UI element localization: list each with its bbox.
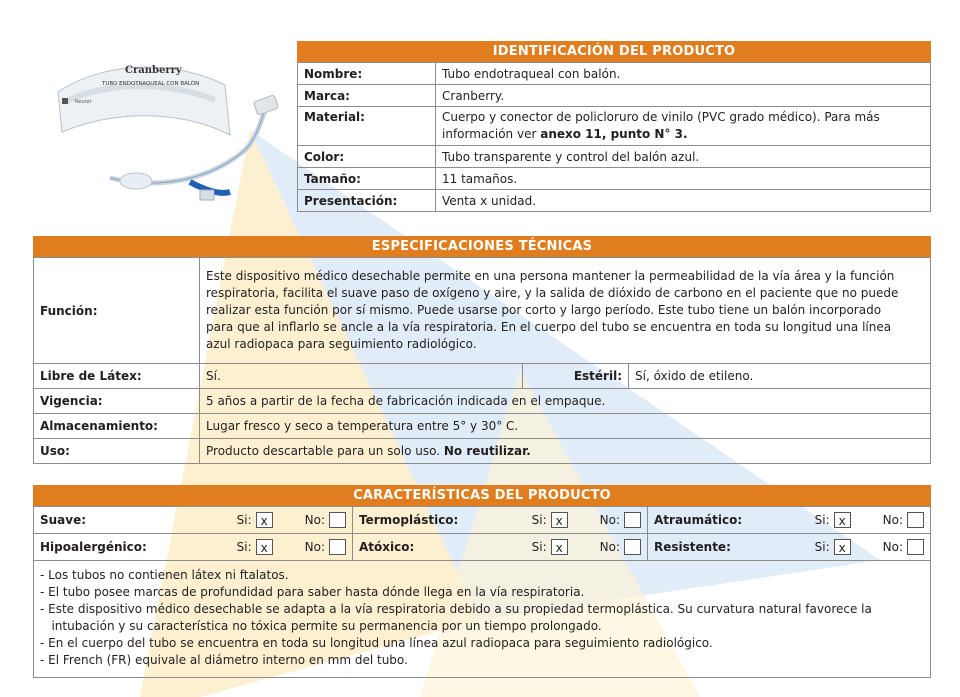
- table-row: [298, 146, 931, 168]
- almacenamiento-value: Lugar fresco y seco a temperatura entre 5° y 30° C.: [200, 414, 931, 439]
- funcion-line: Este dispositivo médico desechable permite en una persona mantener la permeabilidad de la vía área y la función: [206, 269, 895, 283]
- atoxico-si-checkbox[interactable]: x: [551, 539, 568, 555]
- uso-bold: No reutilizar.: [443, 444, 531, 458]
- no-label: No:: [599, 513, 620, 527]
- table-row: [34, 258, 931, 364]
- funcion-line: realizar esta función por sí mismo. Puede usarse por corto y largo período. Este tubo tiene un balón incorporado: [206, 303, 882, 317]
- note-line: - El tubo posee marcas de profundidad para saber hasta dónde llega en la vía respiratoria.: [40, 585, 585, 599]
- table-row: [34, 414, 931, 439]
- char-resistente: [648, 534, 931, 561]
- almacenamiento-label: Almacenamiento:: [34, 414, 200, 439]
- funcion-line: respiratoria, facilita el suave paso de oxígeno y aire, y la salida de dióxido de carbono en el paciente que no puede: [206, 286, 899, 300]
- package-brand: Cranberry: [125, 65, 182, 76]
- nombre-label: Nombre:: [298, 63, 436, 85]
- marca-value: Cranberry.: [436, 85, 931, 107]
- caracteristicas-notes: [33, 561, 931, 678]
- atoxico-label: Atóxico:: [359, 540, 415, 554]
- funcion-value: [200, 258, 931, 364]
- uso-text: Producto descartable para un solo uso.: [206, 444, 441, 458]
- funcion-line: para que al inflarlo se ancle a la vía respiratoria. En el cuerpo del tubo se encuentra en toda su longitud una línea: [206, 320, 892, 334]
- char-termoplastico: [353, 507, 648, 534]
- product-image: [40, 40, 290, 220]
- color-label: Color:: [298, 146, 436, 168]
- esteril-value: Sí, óxido de etileno.: [629, 364, 931, 389]
- char-atoxico: [353, 534, 648, 561]
- note-line: intubación y su característica no tóxica permite su permanencia por un tiempo prolongado.: [40, 619, 602, 633]
- table-row: [34, 507, 931, 534]
- funcion-line: azul radiopaca para seguimiento radiológico.: [206, 337, 477, 351]
- especificaciones-table: [33, 257, 931, 464]
- material-value: [436, 107, 931, 146]
- table-row: [298, 85, 931, 107]
- termoplastico-si-checkbox[interactable]: x: [551, 512, 568, 528]
- note-line: - Los tubos no contienen látex ni ftalatos.: [40, 568, 289, 582]
- identificacion-header: IDENTIFICACIÓN DEL PRODUCTO: [297, 41, 931, 62]
- termoplastico-label: Termoplástico:: [359, 513, 459, 527]
- tamano-label: Tamaño:: [298, 168, 436, 190]
- identificacion-table: [297, 62, 931, 212]
- no-label: No:: [882, 540, 903, 554]
- atraumatico-si-checkbox[interactable]: x: [834, 512, 851, 528]
- table-row: [34, 389, 931, 414]
- identificacion-section: [297, 41, 931, 212]
- note-line: - El French (FR) equivale al diámetro interno en mm del tubo.: [40, 653, 408, 667]
- atoxico-no-checkbox[interactable]: [624, 539, 641, 555]
- suave-no-checkbox[interactable]: [329, 512, 346, 528]
- especificaciones-header: ESPECIFICACIONES TÉCNICAS: [33, 236, 931, 257]
- suave-label: Suave:: [40, 513, 87, 527]
- atraumatico-label: Atraumático:: [654, 513, 743, 527]
- especificaciones-section: [33, 236, 931, 464]
- table-row: [298, 63, 931, 85]
- char-hipoalergenico: [34, 534, 353, 561]
- hipoalergenico-si-checkbox[interactable]: x: [256, 539, 273, 555]
- si-label: Si:: [531, 513, 547, 527]
- no-label: No:: [304, 540, 325, 554]
- table-row: [298, 190, 931, 212]
- note-line: - Este dispositivo médico desechable se adapta a la vía respiratoria debido a su propiedad termoplástica. Su curvatura natural favorece la: [40, 602, 872, 616]
- hipoalergenico-no-checkbox[interactable]: [329, 539, 346, 555]
- material-text: Cuerpo y conector de policloruro de vinilo (PVC grado médico). Para más información ver: [442, 110, 880, 141]
- table-row: [298, 107, 931, 146]
- si-label: Si:: [814, 540, 830, 554]
- table-row: [34, 534, 931, 561]
- resistente-label: Resistente:: [654, 540, 731, 554]
- hipoalergenico-label: Hipoalergénico:: [40, 540, 147, 554]
- latex-label: Libre de Látex:: [34, 364, 200, 389]
- resistente-no-checkbox[interactable]: [907, 539, 924, 555]
- uso-label: Uso:: [34, 439, 200, 464]
- si-label: Si:: [236, 513, 252, 527]
- uso-value: [200, 439, 931, 464]
- package-logo: Reuter: [75, 99, 92, 105]
- resistente-si-checkbox[interactable]: x: [834, 539, 851, 555]
- si-label: Si:: [814, 513, 830, 527]
- tamano-value: 11 tamaños.: [436, 168, 931, 190]
- no-label: No:: [599, 540, 620, 554]
- material-anexo: anexo 11, punto N° 3.: [540, 127, 688, 141]
- latex-value: Sí.: [200, 364, 523, 389]
- presentacion-value: Venta x unidad.: [436, 190, 931, 212]
- esteril-label: Estéril:: [523, 364, 629, 389]
- si-label: Si:: [531, 540, 547, 554]
- no-label: No:: [882, 513, 903, 527]
- color-value: Tubo transparente y control del balón azul.: [436, 146, 931, 168]
- atraumatico-no-checkbox[interactable]: [907, 512, 924, 528]
- table-row: [34, 364, 931, 389]
- char-suave: [34, 507, 353, 534]
- nombre-value: Tubo endotraqueal con balón.: [436, 63, 931, 85]
- termoplastico-no-checkbox[interactable]: [624, 512, 641, 528]
- table-row: [298, 168, 931, 190]
- presentacion-label: Presentación:: [298, 190, 436, 212]
- char-atraumatico: [648, 507, 931, 534]
- funcion-label: Función:: [34, 258, 200, 364]
- vigencia-value: 5 años a partir de la fecha de fabricación indicada en el empaque.: [200, 389, 931, 414]
- no-label: No:: [304, 513, 325, 527]
- marca-label: Marca:: [298, 85, 436, 107]
- si-label: Si:: [236, 540, 252, 554]
- note-line: - En el cuerpo del tubo se encuentra en toda su longitud una línea azul radiopaca para seguimiento radiológico.: [40, 636, 713, 650]
- caracteristicas-table: [33, 506, 931, 561]
- package-label: TUBO ENDOTRAQUEAL CON BALÓN: [102, 81, 200, 87]
- suave-si-checkbox[interactable]: x: [256, 512, 273, 528]
- vigencia-label: Vigencia:: [34, 389, 200, 414]
- caracteristicas-header: CARACTERÍSTICAS DEL PRODUCTO: [33, 485, 931, 506]
- material-label: Material:: [298, 107, 436, 146]
- table-row: [34, 439, 931, 464]
- caracteristicas-section: [33, 485, 931, 678]
